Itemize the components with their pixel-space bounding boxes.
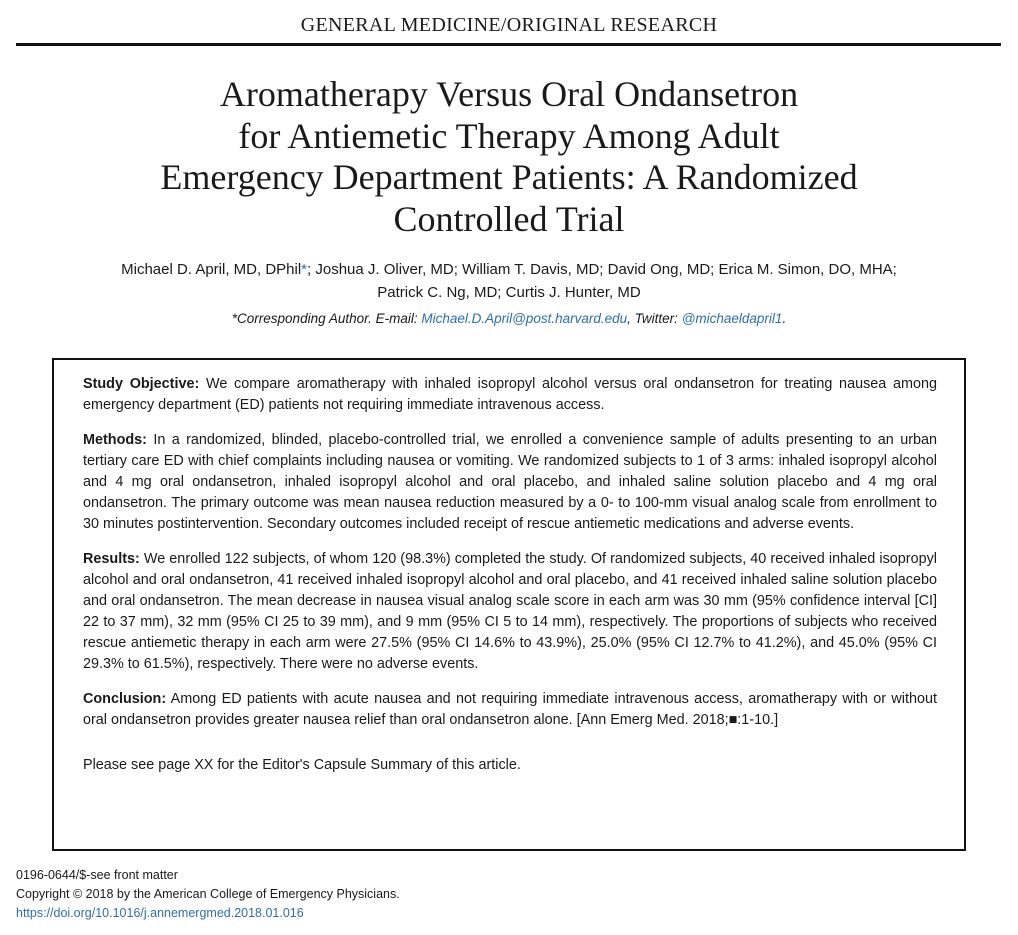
abstract-content bbox=[83, 374, 937, 790]
objective-label: Study Objective: bbox=[83, 376, 200, 392]
title-line: for Antiemetic Therapy Among Adult bbox=[238, 115, 780, 156]
article-title bbox=[100, 74, 918, 240]
issn-line: 0196-0644/$-see front matter bbox=[16, 868, 178, 882]
conclusion-text: Among ED patients with acute nausea and not requiring immediate intravenous access, aromatherapy with or without oral ondansetron provides greater nausea relief than oral ondansetron alone. [Ann Emerg Med. 2018;■:1-10.] bbox=[83, 691, 937, 728]
corresponding-middle: , Twitter: bbox=[627, 311, 682, 326]
results-label: Results: bbox=[83, 551, 140, 567]
email-link[interactable]: Michael.D.April@post.harvard.edu bbox=[421, 311, 628, 326]
section-header: GENERAL MEDICINE/ORIGINAL RESEARCH bbox=[300, 14, 718, 36]
corresponding-author-note bbox=[40, 311, 978, 326]
objective-text: We compare aromatherapy with inhaled isopropyl alcohol versus oral ondansetron for treating nausea among emergency department (ED) patients not requiring immediate intravenous access. bbox=[83, 376, 937, 413]
methods-label: Methods: bbox=[83, 432, 147, 448]
abstract-conclusion bbox=[83, 689, 937, 731]
abstract-methods bbox=[83, 430, 937, 535]
twitter-link[interactable]: @michaeldapril1 bbox=[681, 311, 783, 326]
author-first: Michael D. April, MD, DPhil bbox=[121, 261, 302, 278]
author-list bbox=[40, 258, 978, 304]
title-line: Aromatherapy Versus Oral Ondansetron bbox=[219, 74, 799, 114]
corresponding-prefix: *Corresponding Author. E-mail: bbox=[231, 311, 422, 326]
abstract-box bbox=[52, 358, 966, 851]
methods-text: In a randomized, blinded, placebo-controlled trial, we enrolled a convenience sample of adults presenting to an urban tertiary care ED with chief complaints including nausea or vomiting. We randomized subjects to 1 of 3 arms: inhaled isopropyl alcohol and 4 mg oral ondansetron, inhaled isopropyl alcohol and oral placebo, and inhaled saline solution placebo and 4 mg oral ondansetron. The primary outcome was mean nausea reduction measured by a 0- to 100-mm visual analog scale from enrollment to 30 minutes postintervention. Secondary outcomes included receipt of rescue antiemetic medications and adverse events. bbox=[83, 432, 937, 532]
author-line-2: Patrick C. Ng, MD; Curtis J. Hunter, MD bbox=[377, 284, 641, 301]
copyright-line: Copyright © 2018 by the American College of Emergency Physicians. bbox=[16, 887, 400, 901]
editor-note: Please see page XX for the Editor's Capsule Summary of this article. bbox=[83, 757, 521, 773]
abstract-results bbox=[83, 549, 937, 675]
footer bbox=[16, 866, 616, 923]
author-rest: ; Joshua J. Oliver, MD; William T. Davis, MD; David Ong, MD; Erica M. Simon, DO, MHA; bbox=[307, 261, 897, 278]
doi-link[interactable]: https://doi.org/10.1016/j.annemergmed.2018.01.016 bbox=[16, 906, 304, 920]
corresponding-suffix: . bbox=[782, 311, 787, 326]
header-rule bbox=[16, 43, 1001, 46]
conclusion-label: Conclusion: bbox=[83, 691, 167, 707]
corresponding-author-marker[interactable]: * bbox=[301, 261, 308, 278]
author-line-1 bbox=[40, 258, 978, 281]
results-text: We enrolled 122 subjects, of whom 120 (98.3%) completed the study. Of randomized subjects, 40 received inhaled isopropyl alcohol and oral ondansetron, 41 received inhaled isopropyl alcohol and oral placebo, and 41 received inhaled saline solution placebo and oral ondansetron. The mean decrease in nausea visual analog scale score in each arm was 30 mm (95% confidence interval [CI] 22 to 37 mm), 32 mm (95% CI 25 to 39 mm), and 9 mm (95% CI 5 to 14 mm), respectively. The proportions of subjects who received rescue antiemetic therapy in each arm were 27.5% (95% CI 14.6% to 43.9%), 25.0% (95% CI 12.7% to 41.2%), and 45.0% (95% CI 29.3% to 61.5%), respectively. There were no adverse events. bbox=[83, 551, 937, 672]
title-line: Emergency Department Patients: A Randomized bbox=[160, 157, 858, 197]
title-line: Controlled Trial bbox=[393, 198, 625, 239]
abstract-objective bbox=[83, 374, 937, 416]
